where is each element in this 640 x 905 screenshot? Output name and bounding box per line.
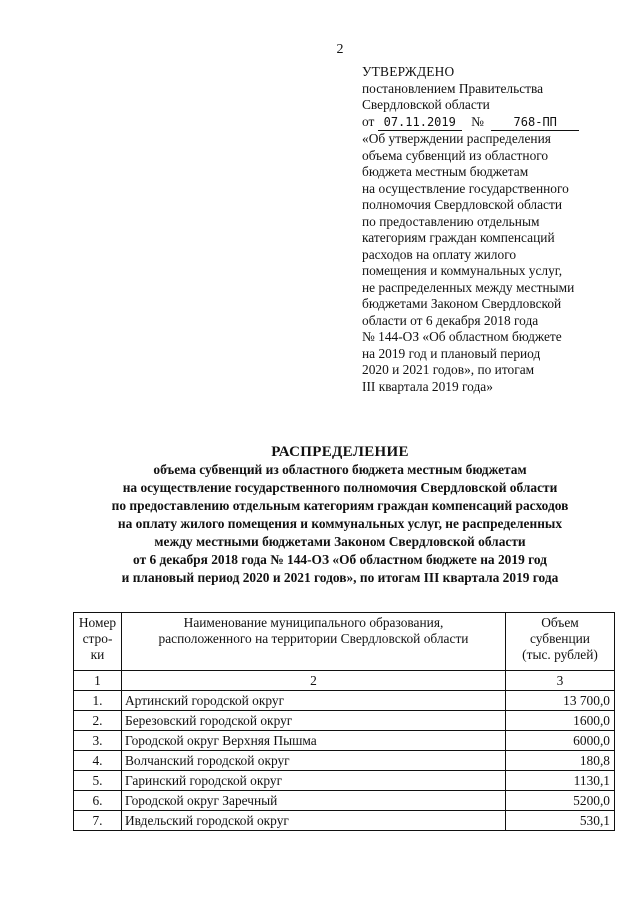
municipality-name: Березовский городской округ bbox=[122, 711, 506, 731]
header-text-line: Номер bbox=[78, 615, 117, 630]
approval-number: 768-ПП bbox=[491, 114, 579, 132]
subvention-value: 180,8 bbox=[506, 751, 615, 771]
approval-quote-line: на осуществление государственного bbox=[362, 180, 569, 196]
approval-quote bbox=[362, 131, 622, 395]
approval-quote-line: расходов на оплату жилого bbox=[362, 246, 517, 262]
municipality-name: Городской округ Заречный bbox=[122, 791, 506, 811]
table-row bbox=[74, 771, 615, 791]
subvention-value: 1600,0 bbox=[506, 711, 615, 731]
subvention-value: 5200,0 bbox=[506, 791, 615, 811]
row-number: 5. bbox=[74, 771, 122, 791]
title-line: на оплату жилого помещения и коммунальных услуг, не распределенных bbox=[117, 516, 563, 531]
municipality-name: Артинский городской округ bbox=[122, 691, 506, 711]
header-municipality-name bbox=[122, 613, 506, 671]
header-text-line: Наименование муниципального образования, bbox=[183, 615, 444, 630]
approval-quote-line: по предоставлению отдельным bbox=[362, 213, 540, 229]
subvention-value: 13 700,0 bbox=[506, 691, 615, 711]
header-subvention-amount bbox=[506, 613, 615, 671]
row-number: 2. bbox=[74, 711, 122, 731]
table-row bbox=[74, 811, 615, 831]
subvention-value: 530,1 bbox=[506, 811, 615, 831]
approval-stamp bbox=[362, 64, 622, 395]
table-row bbox=[74, 751, 615, 771]
title-line: от 6 декабря 2018 года № 144-ОЗ «Об областном бюджете на 2019 год bbox=[133, 552, 547, 567]
number-sign: № bbox=[471, 113, 484, 129]
table-row bbox=[74, 711, 615, 731]
header-text-line: стро- bbox=[82, 631, 113, 646]
table-row bbox=[74, 791, 615, 811]
approval-date: 07.11.2019 bbox=[378, 114, 462, 132]
approval-quote-line: помещения и коммунальных услуг, bbox=[362, 263, 563, 278]
column-number: 3 bbox=[506, 671, 615, 691]
municipality-name: Городской округ Верхняя Пышма bbox=[122, 731, 506, 751]
title-line: объема субвенций из областного бюджета местным бюджетам bbox=[153, 462, 527, 477]
municipality-name: Волчанский городской округ bbox=[122, 751, 506, 771]
title-line: между местными бюджетами Законом Свердловской области bbox=[154, 534, 526, 549]
approval-quote-line: «Об утверждении распределения bbox=[362, 131, 551, 146]
approval-quote-line: категориям граждан компенсаций bbox=[362, 230, 555, 245]
row-number: 1. bbox=[74, 691, 122, 711]
title-line: на осуществление государственного полномочия Свердловской области bbox=[122, 480, 558, 495]
table-row bbox=[74, 691, 615, 711]
title-line: и плановый период 2020 и 2021 годов», по итогам III квартала 2019 года bbox=[121, 570, 559, 585]
table-row bbox=[74, 731, 615, 751]
approval-quote-line: объема субвенций из областного bbox=[362, 147, 549, 163]
column-number: 1 bbox=[74, 671, 122, 691]
subvention-value: 6000,0 bbox=[506, 731, 615, 751]
municipality-name: Ивдельский городской округ bbox=[122, 811, 506, 831]
page-number: 2 bbox=[336, 42, 344, 57]
row-number: 7. bbox=[74, 811, 122, 831]
approval-line-2: Свердловской области bbox=[362, 97, 490, 112]
row-number: 4. bbox=[74, 751, 122, 771]
approval-quote-line: № 144-ОЗ «Об областном бюджете bbox=[362, 329, 562, 344]
header-row-number bbox=[74, 613, 122, 671]
document-title bbox=[40, 443, 640, 587]
approval-line-1: постановлением Правительства bbox=[362, 80, 544, 96]
approval-heading: УТВЕРЖДЕНО bbox=[362, 64, 455, 79]
row-number: 6. bbox=[74, 791, 122, 811]
date-prefix: от bbox=[362, 113, 375, 129]
column-number-row bbox=[74, 671, 615, 691]
title-main: РАСПРЕДЕЛЕНИЕ bbox=[271, 444, 409, 460]
header-text-line: субвенции bbox=[530, 631, 590, 646]
header-text-line: расположенного на территории Свердловской области bbox=[158, 631, 469, 646]
approval-quote-line: бюджетами Законом Свердловской bbox=[362, 296, 562, 311]
approval-quote-line: не распределенных между местными bbox=[362, 279, 575, 295]
approval-quote-line: III квартала 2019 года» bbox=[362, 378, 493, 394]
column-number: 2 bbox=[122, 671, 506, 691]
approval-quote-line: бюджета местным бюджетам bbox=[362, 164, 529, 179]
municipality-name: Гаринский городской округ bbox=[122, 771, 506, 791]
approval-quote-line: 2020 и 2021 годов», по итогам bbox=[362, 362, 535, 377]
approval-date-line bbox=[362, 114, 622, 132]
approval-quote-line: полномочия Свердловской области bbox=[362, 197, 563, 212]
approval-quote-line: на 2019 год и плановый период bbox=[362, 345, 541, 361]
title-line: по предоставлению отдельным категориям граждан компенсаций расходов bbox=[111, 498, 569, 513]
distribution-table bbox=[73, 612, 615, 831]
subvention-value: 1130,1 bbox=[506, 771, 615, 791]
table-header-row bbox=[74, 613, 615, 671]
approval-quote-line: области от 6 декабря 2018 года bbox=[362, 312, 539, 328]
title-subtitle bbox=[40, 461, 640, 587]
row-number: 3. bbox=[74, 731, 122, 751]
header-text-line: (тыс. рублей) bbox=[522, 647, 598, 662]
header-text-line: Объем bbox=[541, 615, 579, 630]
header-text-line: ки bbox=[90, 647, 105, 662]
